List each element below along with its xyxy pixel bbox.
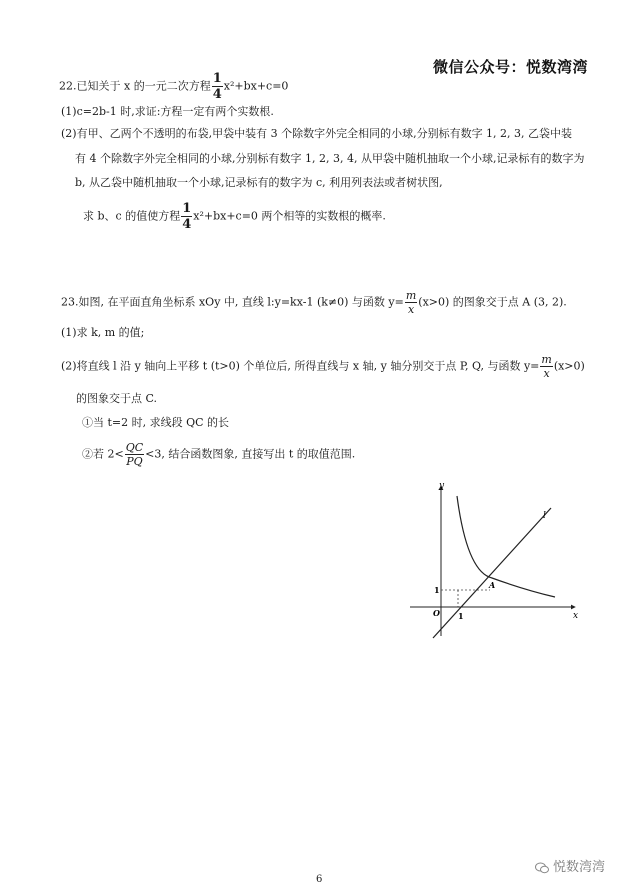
q23-part1: (1)求 k, m 的值; (61, 326, 145, 339)
q23-frac-num: m (405, 289, 417, 302)
q23-stem (61, 290, 567, 315)
q22-stem-pre: 22.已知关于 x 的一元二次方程 (59, 79, 211, 93)
coordinate-graph (405, 480, 585, 640)
q22-ask-frac-den: 4 (182, 217, 192, 232)
q23-sub2 (82, 442, 355, 467)
q23-part2-fraction (540, 354, 552, 379)
wechat-icon (535, 862, 549, 874)
q23-sub2-frac-num: QC (125, 441, 144, 454)
q22-stem (59, 72, 288, 101)
q23-stem-post: (x>0) 的图象交于点 A (3, 2). (418, 295, 567, 309)
q23-part2 (61, 354, 585, 379)
point-a-label: A (489, 580, 496, 590)
q22-stem-fraction (212, 72, 223, 101)
q23-part2-pre: (2)将直线 l 沿 y 轴向上平移 t (t>0) 个单位后, 所得直线与 x 轴, y 轴分别交于点 P, Q, 与函数 y= (61, 359, 540, 373)
q22-stem-post: x²+bx+c=0 (223, 79, 289, 93)
q23-sub2-frac-den: PQ (126, 455, 143, 468)
q22-part2-line3: b, 从乙袋中随机抽取一个小球,记录标有的数字为 c, 利用列表法或者树状图, (75, 176, 443, 189)
q23-sub2-pre: ②若 2< (82, 447, 124, 461)
q23-stem-fraction (405, 290, 417, 315)
q22-part2-ask (83, 202, 386, 231)
q22-frac-den: 4 (212, 87, 222, 102)
q22-ask-post: x²+bx+c=0 两个相等的实数根的概率. (193, 209, 386, 223)
q22-ask-pre: 求 b、c 的值使方程 (83, 209, 181, 223)
q23-stem-pre: 23.如图, 在平面直角坐标系 xOy 中, 直线 l:y=kx-1 (k≠0) 与函数 y= (61, 295, 404, 309)
page-number: 6 (316, 874, 323, 885)
x-axis-label: x (573, 611, 579, 621)
line-l (433, 508, 551, 638)
footer-watermark (535, 856, 605, 875)
q23-part2-frac-den: x (543, 367, 550, 380)
origin-label: O (433, 608, 440, 618)
y-tick-label: 1 (434, 585, 440, 595)
q23-part2-post: (x>0) (553, 359, 585, 373)
q23-frac-den: x (407, 303, 415, 316)
q23-part2-frac-num: m (541, 353, 552, 366)
q23-sub1: ①当 t=2 时, 求线段 QC 的长 (82, 416, 230, 429)
footer-watermark-text: 悦数湾湾 (553, 860, 606, 875)
y-axis-label: y (439, 481, 445, 491)
q22-part2-line2: 有 4 个除数字外完全相同的小球,分别标有数字 1, 2, 3, 4, 从甲袋中随机抽取一个小球,记录标有的数字为 (75, 152, 585, 165)
q22-ask-fraction (181, 202, 192, 231)
q22-frac-num: 1 (212, 71, 222, 86)
q23-sub2-fraction (125, 442, 144, 467)
q22-part2-line1: (2)有甲、乙两个不透明的布袋,甲袋中装有 3 个除数字外完全相同的小球,分别标有数字 1, 2, 3, 乙袋中装 (61, 127, 573, 140)
header-watermark: 微信公众号：悦数湾湾 (433, 58, 589, 76)
q23-part2-line2: 的图象交于点 C. (76, 392, 158, 405)
q23-sub2-post: <3, 结合函数图象, 直接写出 t 的取值范围. (145, 447, 356, 461)
q22-ask-frac-num: 1 (182, 201, 192, 216)
hyperbola-curve (457, 496, 555, 597)
q22-part1: (1)c=2b-1 时,求证:方程一定有两个实数根. (61, 105, 274, 118)
line-label: l (543, 511, 546, 521)
x-tick-label: 1 (458, 611, 464, 621)
